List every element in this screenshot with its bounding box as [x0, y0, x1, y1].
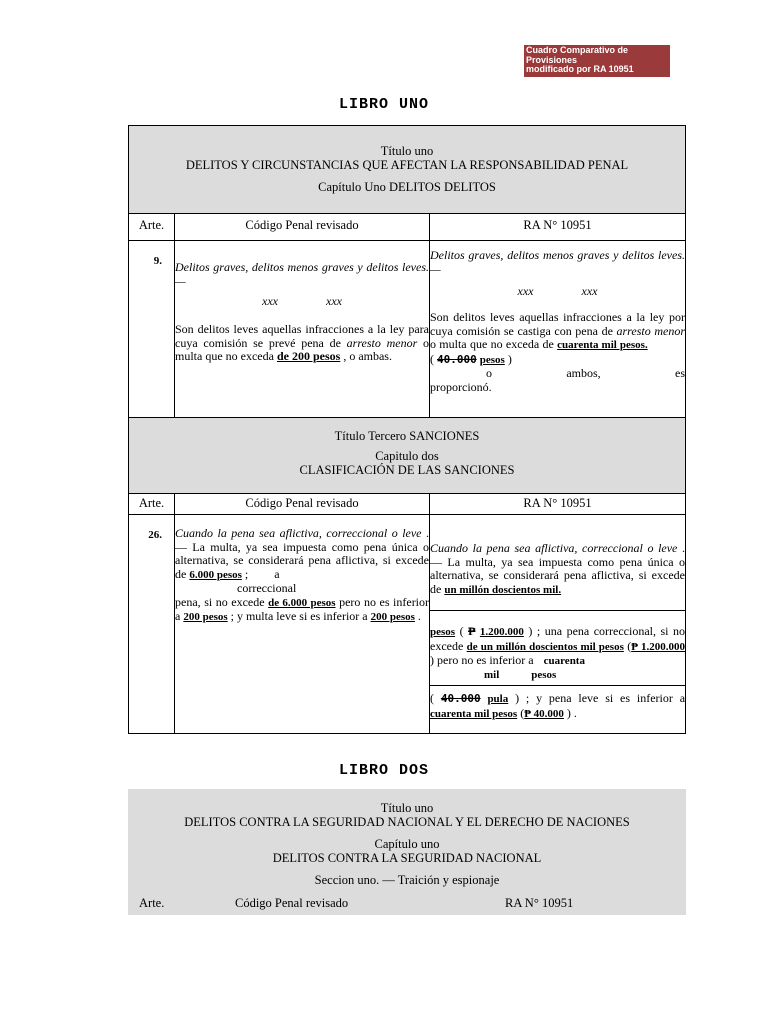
section1-chapter: Capítulo Uno DELITOS DELITOS	[318, 180, 496, 194]
art9-old-text: Delitos graves, delitos menos graves y delitos leves. — xxx xxx Son delitos leves aquellas infracciones a la ley para cuya comisión se prevé pena de arresto menor o multa que no exceda de 200 pesos , o ambas.	[175, 241, 430, 418]
section2-title: Título Tercero SANCIONES	[334, 429, 480, 443]
section1-title: Título uno	[380, 144, 434, 158]
section1-header	[129, 126, 685, 214]
section3-col-old: Código Penal revisado	[235, 896, 349, 910]
libro-uno-heading: LIBRO UNO	[338, 96, 429, 113]
column-header-row-2: Arte. Código Penal revisado RA N° 10951	[129, 493, 685, 514]
document-label-badge: Cuadro Comparativo de Provisiones modificado por RA 10951	[524, 45, 670, 77]
art26-table	[128, 417, 686, 734]
col-old: Código Penal revisado	[175, 214, 430, 240]
section3-chapter: Capítulo uno	[374, 837, 440, 851]
art9-new-text: Delitos graves, delitos menos graves y delitos leves. — xxx xxx Son delitos leves aquellas infracciones a la ley por cuya comisión se castiga con pena de arresto menor o multa que no exceda de cuarenta mil pesos. ( 40.000 pesos ) o ambos, es proporcionó.	[430, 248, 685, 394]
section3-section: Seccion uno. — Traición y espionaje	[314, 873, 500, 887]
art9-row	[129, 240, 685, 418]
section2-subtitle: CLASIFICACIÓN DE LAS SANCIONES	[299, 463, 515, 477]
column-header-row	[129, 214, 685, 240]
section3-col-new: RA N° 10951	[505, 896, 574, 910]
art26-new-text: Cuando la pena sea aflictiva, correccional o leve . — La multa, ya sea impuesta como pena única o alternativa, se considerará pena aflictiva, si excede de un millón doscientos mil. pesos ( ₱ 1.200.000 ) ; una pena correccional, si no excede de un millón doscientos mil pesos (₱ 1.200.000 ) pero no es inferior a cuarenta mil pesos ( 40.000 pula ) ; y pena leve si es inferior a cuarenta mil pesos (₱ 40.000 ) .	[430, 515, 685, 733]
section3-chapter-sub: DELITOS CONTRA LA SEGURIDAD NACIONAL	[272, 851, 542, 865]
section3-header	[128, 789, 686, 915]
art9-number: 9.	[129, 241, 175, 418]
art26-old-text: Cuando la pena sea aflictiva, correccional o leve . — La multa, ya sea impuesta como pena única o alternativa, se considerará pena aflictiva, si excede de 6.000 pesos ; a correccional pena, si no excede de 6.000 pesos pero no es inferior a 200 pesos ; y multa leve si es inferior a 200 pesos .	[175, 515, 430, 733]
col-new: RA N° 10951	[523, 218, 592, 232]
art26-row	[129, 514, 685, 733]
section2-chapter: Capitulo dos	[375, 449, 439, 463]
col-art: Arte.	[129, 214, 175, 240]
section3-subtitle: DELITOS CONTRA LA SEGURIDAD NACIONAL Y EL DERECHO DE NACIONES	[184, 815, 630, 829]
section1-table	[128, 125, 686, 214]
art9-table	[128, 213, 686, 418]
art26-number: 26.	[129, 515, 175, 733]
section2-header	[129, 418, 685, 493]
section1-subtitle: DELITOS Y CIRCUNSTANCIAS QUE AFECTAN LA RESPONSABILIDAD PENAL	[185, 158, 629, 172]
section3-col-art: Arte.	[139, 896, 165, 910]
libro-dos-heading: LIBRO DOS	[338, 762, 429, 779]
section3-title: Título uno	[380, 801, 434, 815]
